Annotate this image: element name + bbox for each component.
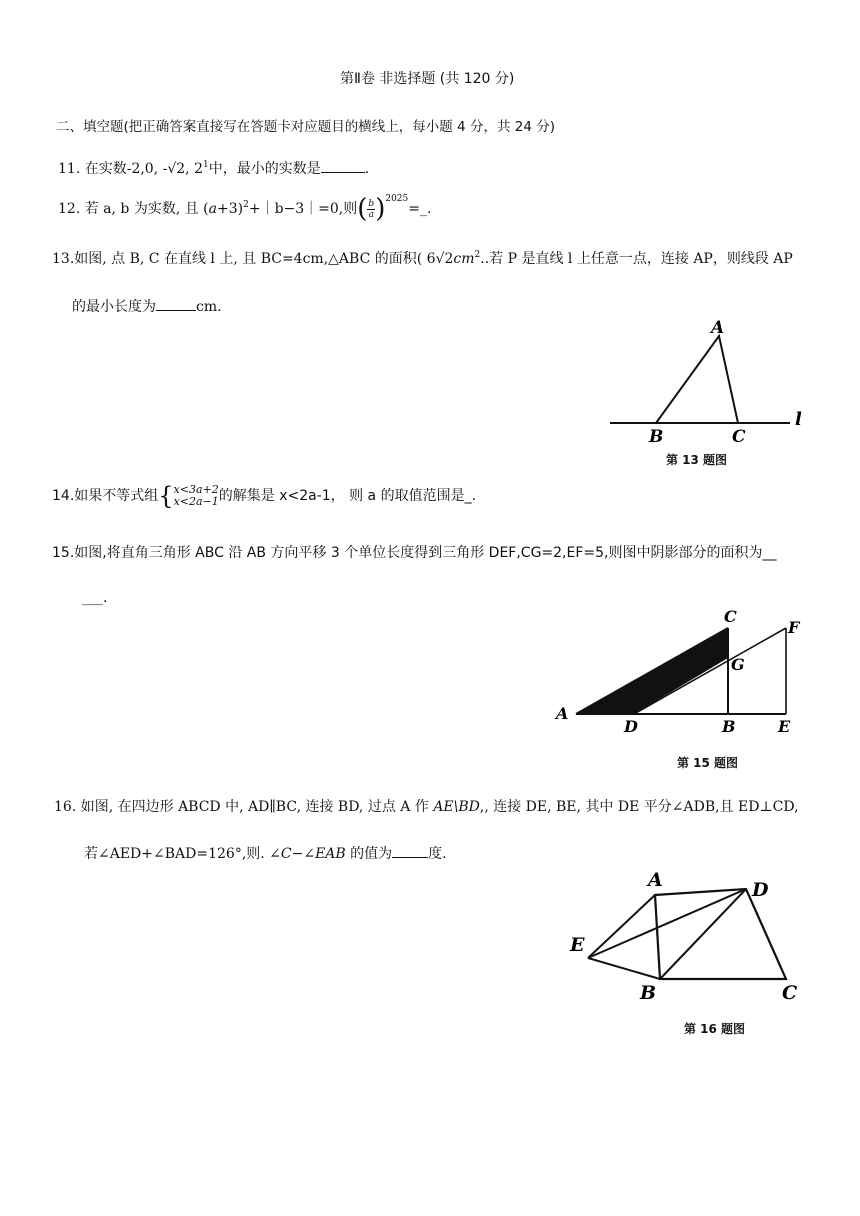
q13-unit: cm xyxy=(453,251,475,267)
fig15-label-g: G xyxy=(731,655,745,674)
fig15-label-d: D xyxy=(624,717,638,736)
question-15-line2: ___. xyxy=(82,590,108,606)
q14-inequality-system xyxy=(158,484,218,508)
fig13-caption: 第 13 题图 xyxy=(666,453,728,467)
part-heading: 二、填空题(把正确答案直接写在答题卡对应题目的横线上，每小题 4 分，共 24 分) xyxy=(56,119,555,135)
figure-16 xyxy=(560,862,820,1012)
q16-line2a: 若∠AED+∠BAD=126°,则. xyxy=(84,846,270,862)
q12-prefix: 12. 若 a, b 为实数, 且 ( xyxy=(58,201,209,217)
fig16-segment-eb xyxy=(588,958,660,979)
question-14 xyxy=(52,484,476,508)
question-13-line1 xyxy=(52,248,793,268)
fig13-triangle xyxy=(656,336,738,423)
q14-brace: { xyxy=(158,482,174,510)
question-11 xyxy=(58,158,369,178)
fig15-label-a: A xyxy=(556,704,569,723)
q11-suffix: 中，最小的实数是 xyxy=(208,161,321,177)
q12-end: =_. xyxy=(408,201,432,217)
q16-line1b: AE\BD xyxy=(433,799,480,815)
question-15-line1: 15.如图,将直角三角形 ABC 沿 AB 方向平移 3 个单位长度得到三角形 DEF,CG=2,EF=5,则图中阴影部分的面积为__ xyxy=(52,545,777,561)
q13-line2a: 的最小长度为 xyxy=(72,299,156,315)
q12-paren-right: ) xyxy=(375,194,386,224)
q11-end: . xyxy=(364,161,370,177)
q12-square: 2 xyxy=(243,200,249,210)
fig16-segment-ed xyxy=(588,889,746,958)
q16-line1c: ,, 连接 DE, BE, 其中 DE 平分∠ADB,且 ED⊥CD, xyxy=(479,799,799,815)
q13-line2b: cm. xyxy=(196,299,222,315)
fig13-label-b: B xyxy=(649,427,664,447)
question-12 xyxy=(58,196,431,222)
question-16-line1 xyxy=(54,796,799,816)
question-13-line2 xyxy=(72,296,222,316)
q13-unit-exp: 2 xyxy=(474,250,481,260)
fig16-label-e: E xyxy=(570,934,585,956)
q14-row1: x<3a+2 xyxy=(173,483,219,496)
q11-sqrt2: √2 xyxy=(167,161,186,177)
q16-line2b: ∠C−∠EAB xyxy=(269,846,346,862)
fig13-label-c: C xyxy=(732,427,746,447)
fig16-label-d: D xyxy=(752,879,769,901)
q12-paren-left: ( xyxy=(357,194,368,224)
fig13-label-a: A xyxy=(711,318,725,338)
fig16-diagonal-bd xyxy=(660,889,746,979)
q11-answer-blank xyxy=(321,160,365,173)
q14-row2: x<2a−1 xyxy=(173,495,219,508)
q12-exponent: 2025 xyxy=(385,194,409,204)
q13-line1e: ..若 P 是直线 l 上任意一点，连接 AP，则线段 AP xyxy=(480,251,793,267)
q13-sqrt2: √2 xyxy=(435,251,454,267)
figure-15 xyxy=(548,602,818,742)
fig15-label-c: C xyxy=(724,607,737,626)
q12-a: a xyxy=(208,201,217,217)
fig15-label-b: B xyxy=(722,717,736,736)
fig16-label-c: C xyxy=(782,982,798,1004)
fig16-quadrilateral xyxy=(655,889,786,979)
fig15-label-e: E xyxy=(778,717,791,736)
q14-suffix: 的解集是 x<2a-1， 则 a 的取值范围是_. xyxy=(218,488,477,504)
q13-line1a: 13.如图, 点 B, C 在直线 l 上, 且 BC=4cm,△ABC 的面积( 6 xyxy=(52,251,436,267)
q13-answer-blank xyxy=(156,298,196,311)
q16-answer-blank xyxy=(392,845,428,858)
q12-frac-num: b xyxy=(368,198,375,209)
section-title: 第Ⅱ卷 非选择题 (共 120 分) xyxy=(340,71,515,87)
fig16-label-a: A xyxy=(648,869,663,891)
q12-a3b: +3) xyxy=(217,201,244,217)
q11-sup: 1 xyxy=(202,160,209,170)
q11-middle: , 2 xyxy=(185,161,203,177)
fig15-label-f: F xyxy=(788,618,800,637)
q16-line2d: 度. xyxy=(428,846,447,862)
q12-mid: +｜b−3｜=0,则 xyxy=(248,201,358,217)
fig16-segment-ea xyxy=(588,895,655,958)
q12-frac-den: a xyxy=(368,209,374,220)
q16-line1a: 16. 如图, 在四边形 ABCD 中, AD∥BC, 连接 BD, 过点 A 作 xyxy=(54,799,434,815)
fig13-label-l: l xyxy=(795,409,802,430)
question-16-line2 xyxy=(84,843,447,863)
q14-prefix: 14.如果不等式组 xyxy=(52,488,159,504)
fig16-label-b: B xyxy=(640,982,657,1004)
fig15-caption: 第 15 题图 xyxy=(677,756,739,770)
fig16-caption: 第 16 题图 xyxy=(684,1022,746,1036)
figure-13 xyxy=(600,312,820,472)
q11-prefix: 11. 在实数-2,0, - xyxy=(58,161,168,177)
q16-line2c: 的值为 xyxy=(345,846,393,862)
